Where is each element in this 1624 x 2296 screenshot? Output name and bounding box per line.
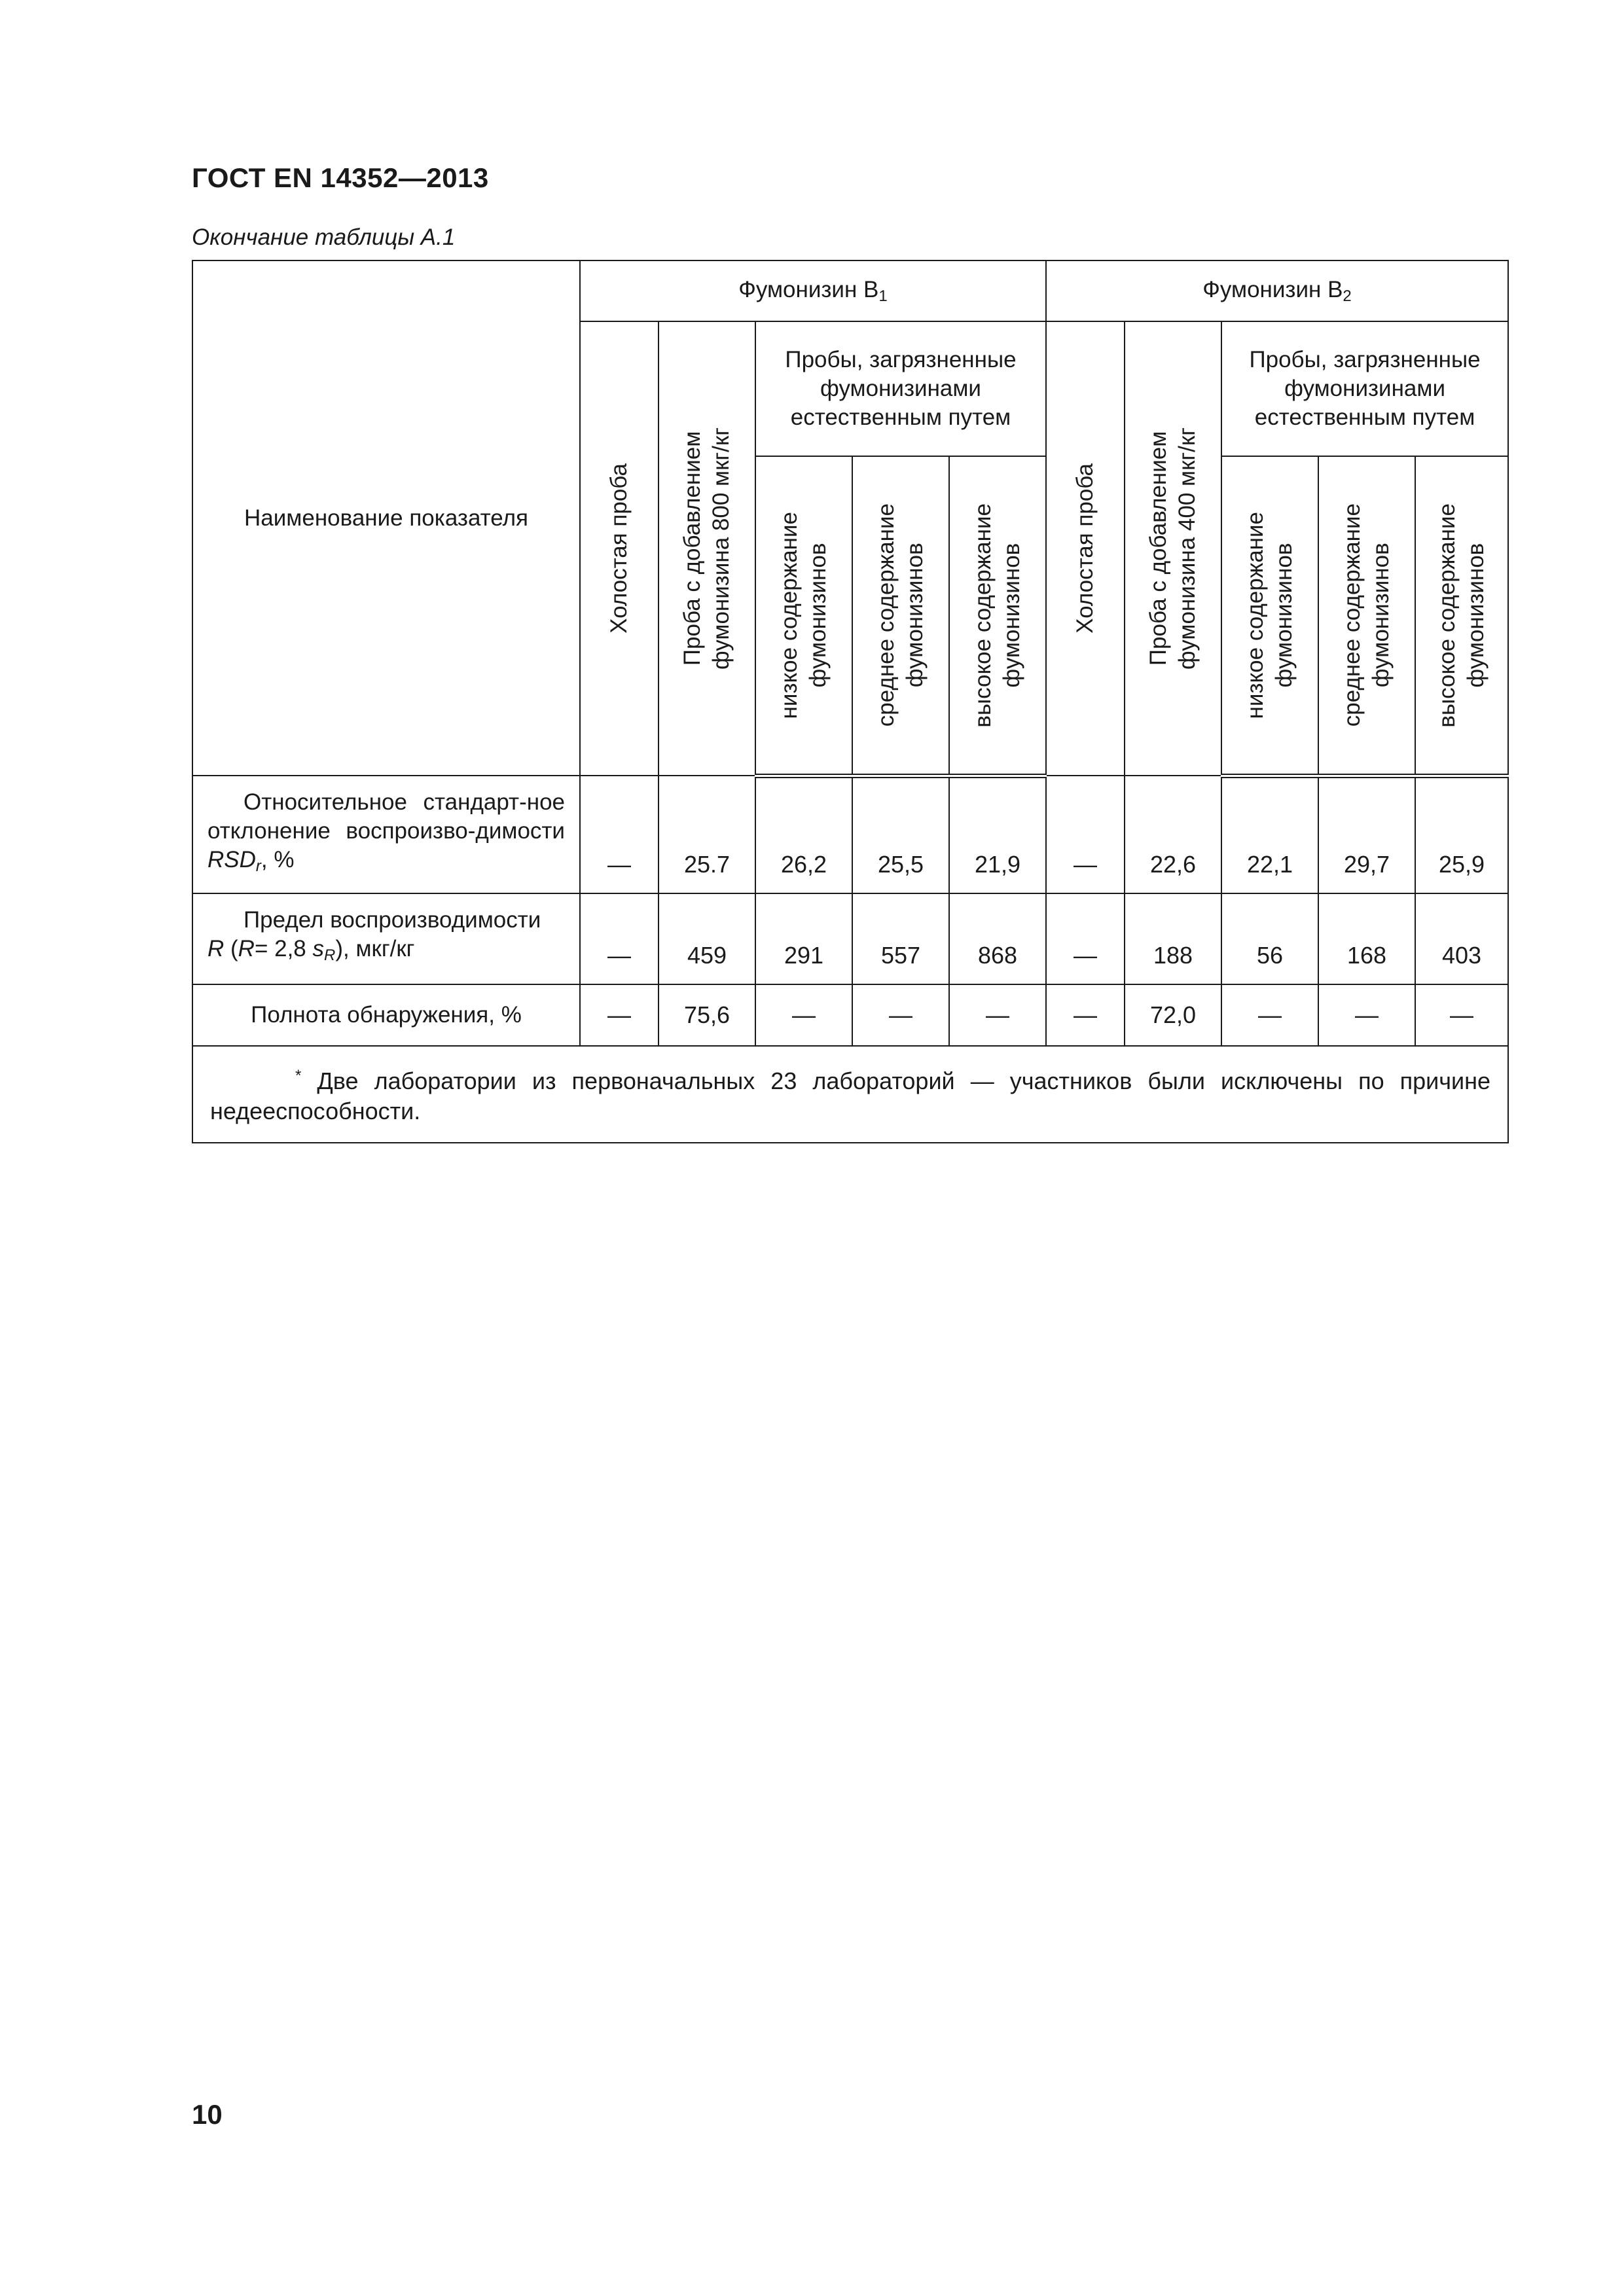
cell-value: 56 [1221,893,1318,984]
cell-value: 75,6 [659,984,755,1046]
cell-value: — [580,776,659,893]
cell-value: — [852,984,949,1046]
header-b2-high: высокое содержание фумонизинов [1415,456,1508,776]
cell-value: 22,1 [1221,776,1318,893]
table-caption: Окончание таблицы А.1 [192,224,456,250]
cell-value: — [1415,984,1508,1046]
table-footnote: * Две лаборатории из первоначальных 23 лабораторий — участников были исключены по причине недееспособности. [192,1046,1508,1143]
header-b1-low: низкое содержание фумонизинов [755,456,852,776]
table-row-reproducibility-limit [192,893,1508,984]
cell-value: 868 [949,893,1046,984]
cell-value: 25.7 [659,776,755,893]
document-code: ГОСТ EN 14352—2013 [192,162,489,193]
header-b1-blank: Холостая проба [580,321,659,776]
results-table-container [192,260,1507,1143]
header-b1-medium: среднее содержание фумонизинов [852,456,949,776]
table-row-rsd [192,776,1508,893]
cell-value: 403 [1415,893,1508,984]
cell-value: — [1046,893,1125,984]
table-row-recovery [192,984,1508,1046]
row-label-reproducibility-limit: Предел воспроизводимости R (R= 2,8 $s_R$), мкг/кг [192,893,580,984]
cell-value: 22,6 [1125,776,1221,893]
cell-value: 25,9 [1415,776,1508,893]
cell-value: 291 [755,893,852,984]
header-b1-high: высокое содержание фумонизинов [949,456,1046,776]
header-b2-medium: среднее содержание фумонизинов [1318,456,1415,776]
cell-value: 168 [1318,893,1415,984]
cell-value: — [580,984,659,1046]
cell-value: 25,5 [852,776,949,893]
cell-value: 557 [852,893,949,984]
cell-value: 459 [659,893,755,984]
results-table [192,260,1509,1143]
cell-value: — [1221,984,1318,1046]
row-label-recovery: Полнота обнаружения, % [192,984,580,1046]
cell-value: 21,9 [949,776,1046,893]
cell-value: — [580,893,659,984]
table-footnote-row [192,1046,1508,1143]
cell-value: 29,7 [1318,776,1415,893]
page-number: 10 [192,2099,223,2130]
header-fumonisin-b2: Фумонизин $В_2$ [1046,260,1508,321]
header-b2-low: низкое содержание фумонизинов [1221,456,1318,776]
cell-value: 72,0 [1125,984,1221,1046]
cell-value: — [1046,984,1125,1046]
header-b2-spiked: Проба с добавлением фумонизина 400 мкг/кг [1125,321,1221,776]
header-b1-spiked: Проба с добавлением фумонизина 800 мкг/кг [659,321,755,776]
header-indicator-name: Наименование показателя [192,260,580,776]
header-fumonisin-b1: Фумонизин $В_1$ [580,260,1046,321]
cell-value: — [1318,984,1415,1046]
header-b1-natural: Пробы, загрязненные фумонизинами естественным путем [755,321,1046,456]
header-b2-blank: Холостая проба [1046,321,1125,776]
cell-value: — [755,984,852,1046]
header-b2-natural: Пробы, загрязненные фумонизинами естественным путем [1221,321,1508,456]
cell-value: 26,2 [755,776,852,893]
row-label-rsd: Относительное стандарт-ное отклонение воспроизво-димости $RSD_r$, % [192,776,580,893]
cell-value: 188 [1125,893,1221,984]
cell-value: — [949,984,1046,1046]
cell-value: — [1046,776,1125,893]
